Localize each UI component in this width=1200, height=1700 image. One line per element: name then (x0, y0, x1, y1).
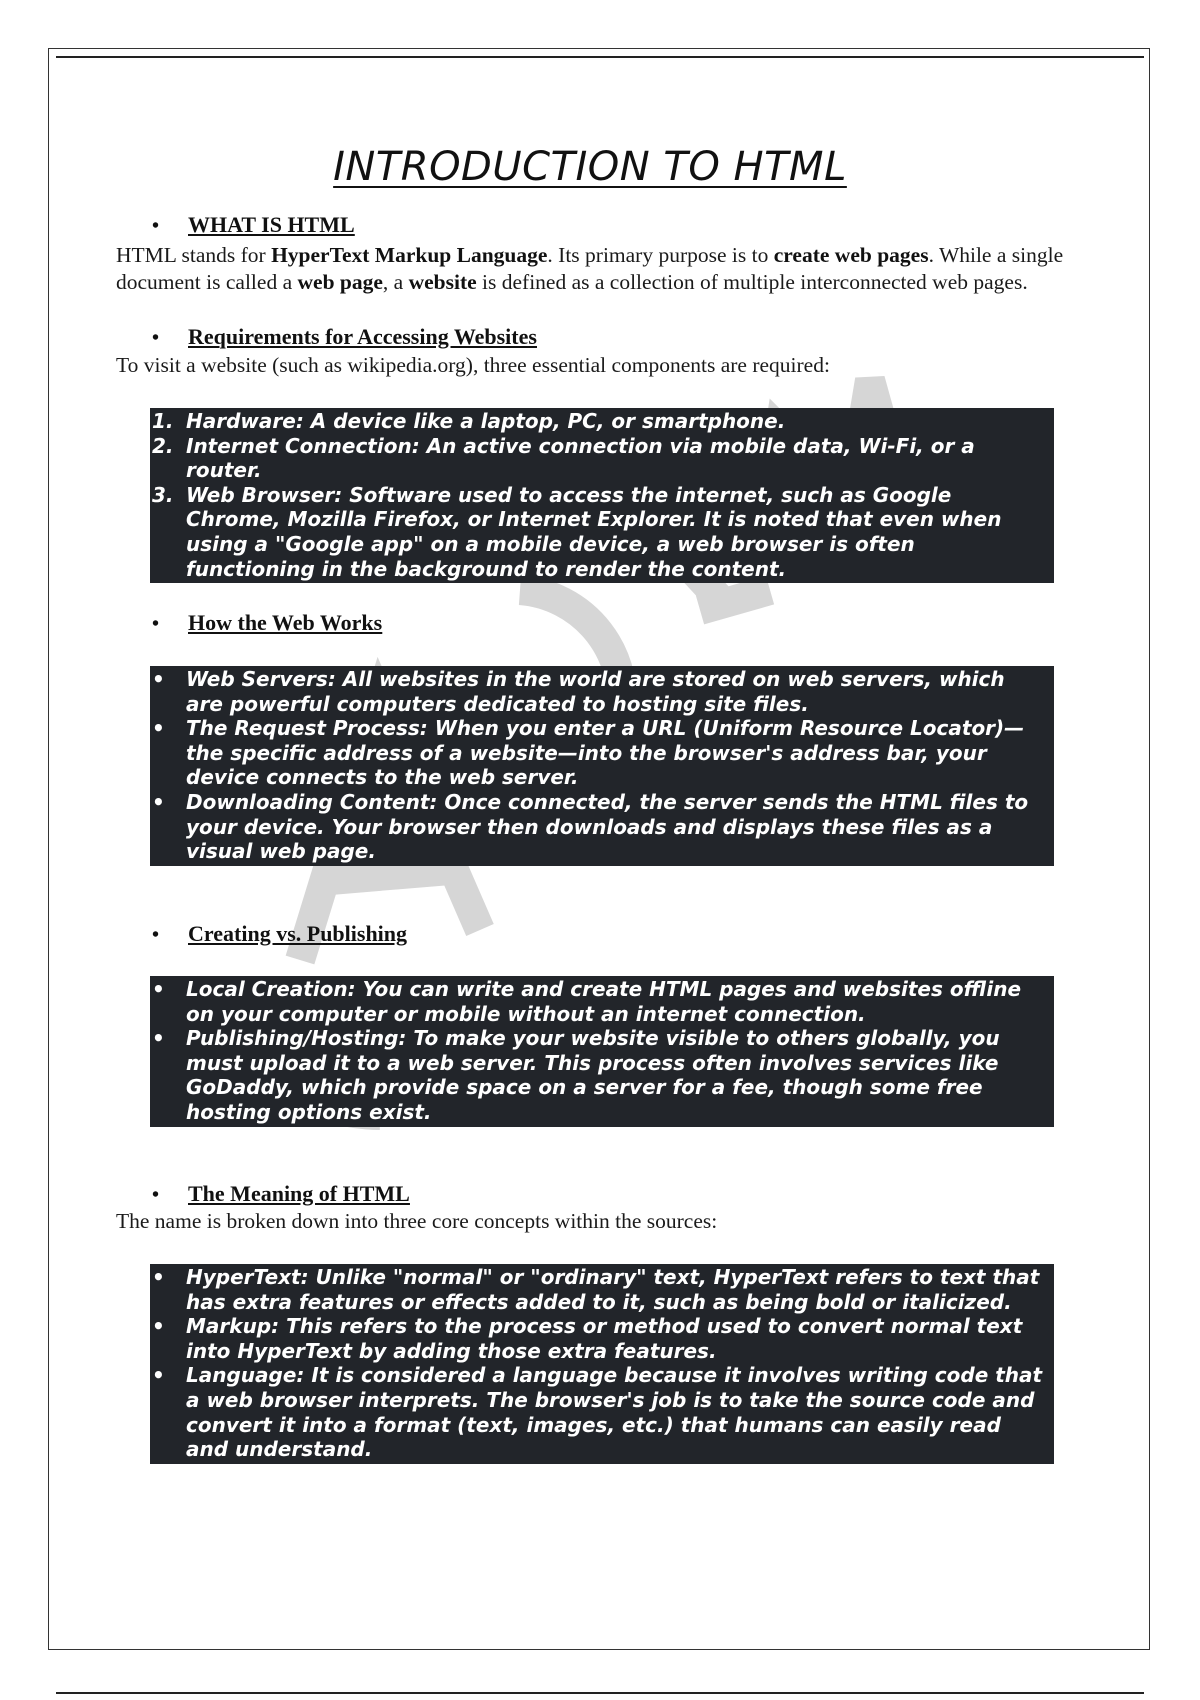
text-run: . Its primary purpose is to (547, 243, 774, 267)
bullet-icon: • (152, 327, 160, 349)
list-item (150, 409, 1054, 434)
heading-creating-publishing: • Creating vs. Publishing (152, 921, 408, 946)
list-number: 1. (152, 409, 174, 433)
bold-term: website (408, 270, 477, 294)
page-title: INTRODUCTION TO HTML (333, 144, 847, 190)
text-run: HTML stands for (116, 243, 272, 267)
list-item (150, 483, 1054, 581)
bullet-icon: • (152, 1363, 165, 1388)
bullet-icon: • (152, 977, 165, 1001)
list-item-text: Internet Connection: An active connection via mobile data, Wi-Fi, or a router. (186, 433, 975, 483)
bullet-icon: • (152, 1314, 165, 1339)
how-web-works-box (150, 666, 1054, 866)
bullet-icon: • (152, 716, 165, 741)
bullet-icon: • (152, 789, 165, 814)
list-number: 2. (152, 433, 174, 458)
list-item (150, 1265, 1054, 1314)
list-item (150, 1314, 1054, 1363)
bullet-icon: • (152, 924, 160, 946)
creating-publishing-box (150, 976, 1054, 1127)
list-item (150, 977, 1054, 1026)
list-item-text: Hardware: A device like a laptop, PC, or smartphone. (186, 409, 786, 433)
list-item (150, 667, 1054, 716)
bullet-icon: • (152, 215, 160, 237)
heading-requirements: • Requirements for Accessing Websites (152, 324, 537, 349)
bullet-icon: • (152, 1184, 160, 1206)
bullet-icon: • (152, 1265, 165, 1289)
list-item-text: The Request Process: When you enter a URL (Uniform Resource Locator)—the specific address of a website—into the browser's address bar, your device connects to the web server. (186, 716, 1025, 790)
list-item-text: HyperText: Unlike "normal" or "ordinary" text, HyperText refers to text that has extra features or effects added to it, such as being bold or italicized. (186, 1265, 1040, 1314)
list-number: 3. (152, 482, 174, 507)
para-what-is-html (116, 242, 1076, 296)
para-meaning: The name is broken down into three core concepts within the sources: (116, 1209, 718, 1233)
list-item-text: Web Browser: Software used to access the internet, such as Google Chrome, Mozilla Firefox, or Internet Explorer. It is noted that even when using a "Google app" on a mobile device, a web browser is often functioning in the background to render the content. (186, 482, 1002, 581)
list-item (150, 434, 1054, 483)
bold-term: create web pages (773, 243, 929, 267)
list-item-text: Downloading Content: Once connected, the server sends the HTML files to your device. Your browser then downloads and displays these files as a visual web page. (186, 789, 1029, 864)
requirements-box (150, 408, 1054, 583)
bold-term: HyperText Markup Language (271, 243, 548, 267)
list-item (150, 1363, 1054, 1461)
list-item (150, 1026, 1054, 1124)
list-item-text: Publishing/Hosting: To make your website visible to others globally, you must upload it to a web server. This process often involves services like GoDaddy, which provide space on a server for a fee, though some free hosting options exist. (186, 1026, 1000, 1124)
heading-how-web-works: • How the Web Works (152, 610, 383, 635)
list-item (150, 716, 1054, 790)
heading-what-is-html: • WHAT IS HTML (152, 212, 355, 237)
text-run: . While a single document is called a (116, 243, 1064, 294)
bullet-icon: • (152, 613, 160, 635)
list-item-text: Web Servers: All websites in the world are stored on web servers, which are powerful computers dedicated to hosting site files. (186, 667, 1005, 716)
bullet-icon: • (152, 1026, 165, 1051)
bold-term: web page (297, 270, 383, 294)
heading-meaning: • The Meaning of HTML (152, 1181, 410, 1206)
meaning-box (150, 1264, 1054, 1464)
list-item (150, 790, 1054, 864)
list-item-text: Markup: This refers to the process or method used to convert normal text into HyperText by adding those extra features. (186, 1314, 1023, 1363)
text-run: , a (382, 270, 409, 294)
list-item-text: Language: It is considered a language because it involves writing code that a web browser interprets. The browser's job is to take the source code and convert it into a format (text, images, etc.) that humans can easily read and understand. (186, 1363, 1043, 1462)
para-requirements: To visit a website (such as wikipedia.org), three essential components are required: (116, 353, 830, 377)
bullet-icon: • (152, 667, 165, 691)
list-item-text: Local Creation: You can write and create HTML pages and websites offline on your computer or mobile without an internet connection. (186, 977, 1022, 1026)
text-run: is defined as a collection of multiple interconnected web pages. (476, 270, 1028, 294)
